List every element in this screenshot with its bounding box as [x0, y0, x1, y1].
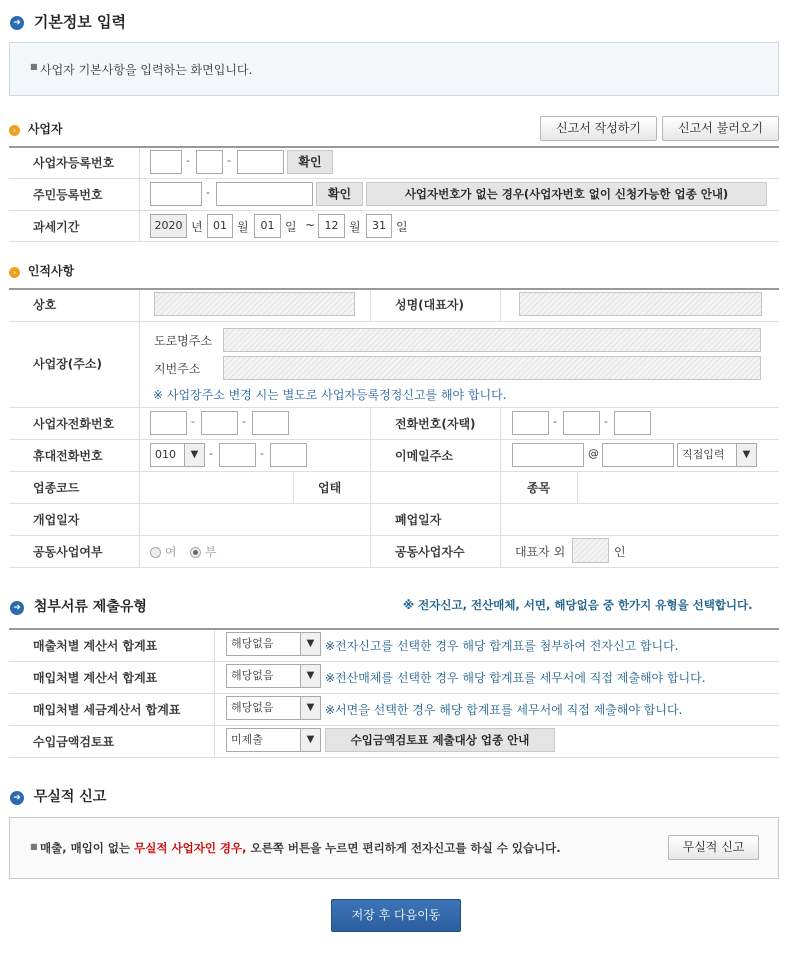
industry-code-label: 업종코드 [33, 481, 80, 495]
home-phone-label: 전화번호(자택) [395, 417, 476, 431]
email-id-field[interactable] [512, 443, 584, 467]
business-header: › 사업자 [9, 120, 63, 137]
attach-note: ※ 전자신고, 전산매체, 서면, 해당없음 중 한가지 유형을 선택합니다. [403, 598, 753, 612]
reg-no-field-3[interactable] [237, 150, 284, 174]
nil-box: ■ 매출, 매입이 없는 무실적 사업자인 경우, 오른쪽 버튼을 누르면 편리하게 전자신고를 하실 수 있습니다. 무실적 신고 [9, 817, 779, 879]
reg-no-field-2[interactable] [196, 150, 223, 174]
email-domain-field[interactable] [602, 443, 674, 467]
attach-header: ➜ 첨부서류 제출유형 [10, 596, 147, 616]
mobile-label: 휴대전화번호 [33, 449, 103, 463]
resident-label: 주민등록번호 [33, 188, 103, 202]
trade-name-field [154, 292, 355, 316]
write-report-button[interactable]: 신고서 작성하기 [540, 116, 657, 141]
income-select[interactable]: 미제출 ▼ [226, 728, 321, 752]
joint-count-field [572, 538, 609, 563]
chevron-down-icon: ▼ [300, 697, 320, 719]
trade-name-label: 상호 [33, 298, 57, 312]
resident-field-2[interactable] [216, 182, 313, 206]
mobile-field-3[interactable] [270, 443, 307, 467]
joint-no-radio[interactable]: 부 [190, 543, 216, 560]
chevron-down-icon: ▼ [300, 633, 320, 655]
reg-no-label: 사업자등록번호 [33, 156, 115, 170]
address-note: ※ 사업장주소 변경 시는 별도로 사업자등록정정신고를 해야 합니다. [153, 388, 507, 402]
item-label: 종목 [527, 481, 551, 495]
mobile-prefix-select[interactable]: 010 ▼ [150, 443, 205, 467]
year-field[interactable]: 2020 [150, 214, 187, 238]
email-domain-select[interactable]: 직접입력 ▼ [677, 443, 757, 467]
attach-select-2[interactable]: 해당없음 ▼ [226, 696, 321, 720]
bullet-icon: › [9, 125, 20, 136]
save-next-button[interactable]: 저장 후 다음이동 [331, 899, 461, 932]
address-label: 사업장(주소) [33, 357, 102, 371]
resident-confirm-button[interactable]: 확인 [316, 182, 363, 206]
attach-row-label-2: 매입처별 세금계산서 합계표 [33, 703, 181, 717]
arrow-right-icon: ➜ [10, 601, 24, 615]
radio-selected-icon [190, 547, 201, 558]
income-guide-button[interactable]: 수입금액검토표 제출대상 업종 안내 [325, 728, 555, 752]
no-biz-number-button[interactable]: 사업자번호가 없는 경우(사업자번호 없이 신청가능한 업종 안내) [366, 182, 767, 206]
end-day-field[interactable]: 31 [366, 214, 392, 238]
biz-phone-label: 사업자전화번호 [33, 417, 115, 431]
home-phone-field-3[interactable] [614, 411, 651, 435]
bullet-icon: › [9, 267, 20, 278]
chevron-down-icon: ▼ [184, 444, 204, 466]
chevron-down-icon: ▼ [736, 444, 756, 466]
chevron-down-icon: ▼ [300, 665, 320, 687]
joint-label: 공동사업여부 [33, 545, 103, 559]
income-label: 수입금액검토표 [33, 735, 115, 749]
arrow-right-icon: ➜ [10, 791, 24, 805]
mobile-field-2[interactable] [219, 443, 256, 467]
start-month-field[interactable]: 01 [207, 214, 233, 238]
open-date-label: 개업일자 [33, 513, 80, 527]
notice-box: ■ 사업자 기본사항을 입력하는 화면입니다. [9, 42, 779, 96]
nil-text: 매출, 매입이 없는 무실적 사업자인 경우, 오른쪽 버튼을 누르면 편리하게 전자신고를 하실 수 있습니다. [40, 841, 561, 855]
radio-icon [150, 547, 161, 558]
lot-address-field [223, 356, 761, 380]
basic-section-header [10, 11, 126, 32]
rep-name-field [519, 292, 762, 316]
email-label: 이메일주소 [395, 449, 453, 463]
nil-report-button[interactable]: 무실적 신고 [668, 835, 759, 860]
load-report-button[interactable]: 신고서 불러오기 [662, 116, 779, 141]
joint-yes-radio[interactable]: 여 [150, 543, 176, 560]
joint-count-label: 공동사업자수 [395, 545, 465, 559]
road-address-field [223, 328, 761, 352]
attach-select-0[interactable]: 해당없음 ▼ [226, 632, 321, 656]
attach-select-1[interactable]: 해당없음 ▼ [226, 664, 321, 688]
period-label: 과세기간 [33, 220, 80, 234]
business-type-label: 업태 [318, 481, 342, 495]
reg-no-field-1[interactable] [150, 150, 182, 174]
nil-header: ➜ 무실적 신고 [10, 786, 106, 806]
start-day-field[interactable]: 01 [254, 214, 281, 238]
end-month-field[interactable]: 12 [318, 214, 345, 238]
rep-name-label: 성명(대표자) [395, 298, 464, 312]
attach-row-label-0: 매출처별 계산서 합계표 [33, 639, 158, 653]
close-date-label: 폐업일자 [395, 513, 442, 527]
biz-phone-field-2[interactable] [201, 411, 238, 435]
resident-field-1[interactable] [150, 182, 202, 206]
page-title: 기본정보 입력 [33, 13, 126, 31]
biz-phone-field-3[interactable] [252, 411, 289, 435]
period-row [9, 211, 779, 242]
personal-header: › 인적사항 [9, 262, 74, 279]
arrow-right-icon: ➜ [10, 16, 24, 30]
home-phone-field-1[interactable] [512, 411, 549, 435]
biz-phone-field-1[interactable] [150, 411, 187, 435]
chevron-down-icon: ▼ [300, 729, 320, 751]
attach-row-label-1: 매입처별 계산서 합계표 [33, 671, 158, 685]
reg-no-row [9, 148, 779, 179]
reg-no-confirm-button[interactable]: 확인 [287, 150, 333, 174]
home-phone-field-2[interactable] [563, 411, 600, 435]
notice-text: 사업자 기본사항을 입력하는 화면입니다. [40, 63, 253, 77]
